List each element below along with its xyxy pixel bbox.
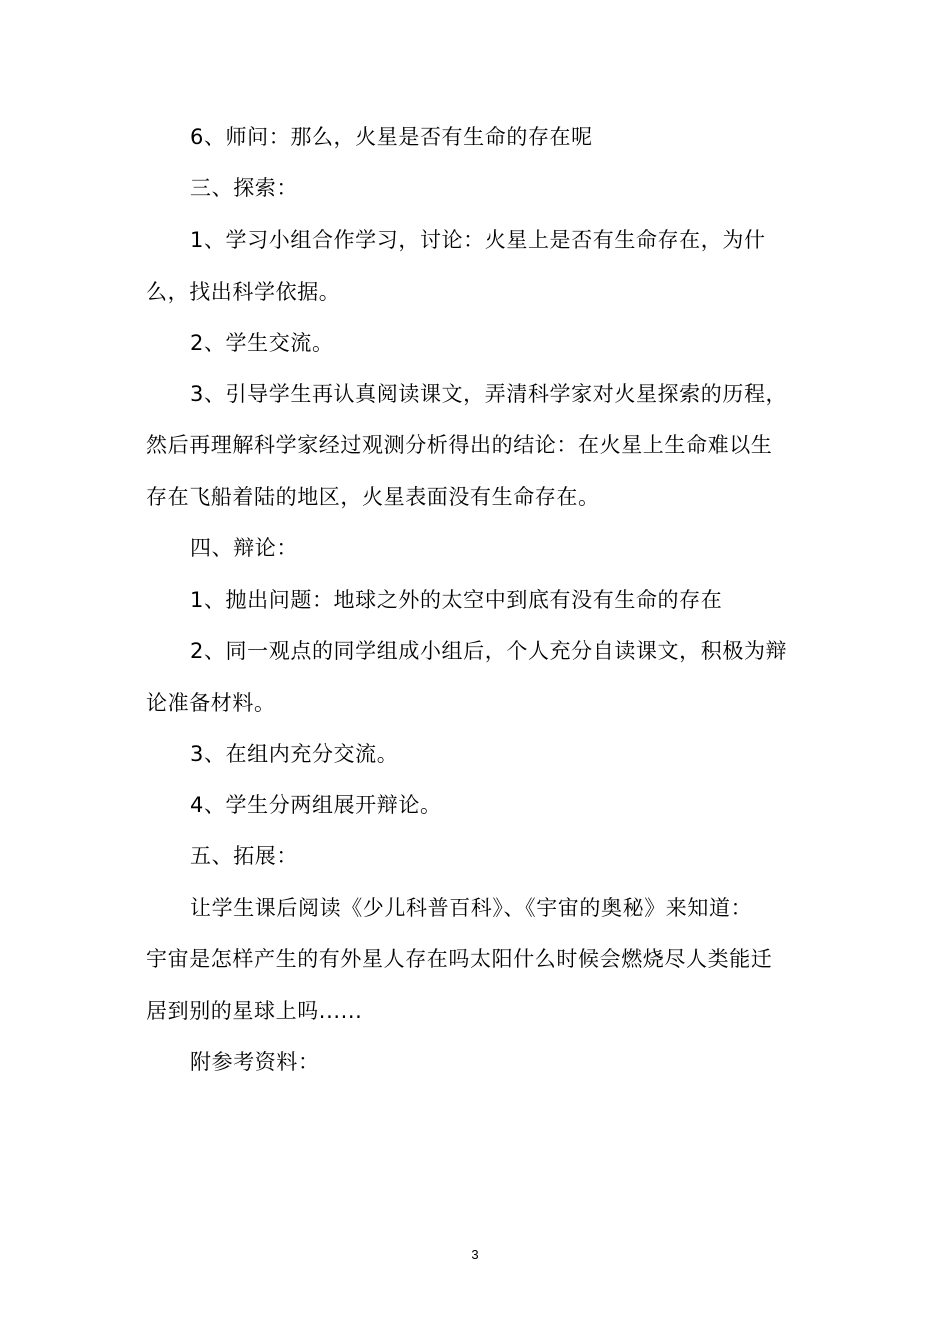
text-line: 3、在组内充分交流。: [190, 742, 399, 766]
text-line: 1、抛出问题：地球之外的太空中到底有没有生命的存在: [190, 588, 723, 612]
text-line: 居到别的星球上吗......: [146, 999, 363, 1023]
section-heading: 五、拓展：: [190, 844, 298, 868]
text-line: 么，找出科学依据。: [146, 280, 341, 304]
text-line: 然后再理解科学家经过观测分析得出的结论：在火星上生命难以生: [146, 433, 773, 457]
text-line: 4、学生分两组展开辩论。: [190, 793, 442, 817]
text-line: 让学生课后阅读《少儿科普百科》、《宇宙的奥秘》来知道：: [190, 896, 753, 920]
text-line: 存在飞船着陆的地区，火星表面没有生命存在。: [146, 485, 600, 509]
text-line: 1、学习小组合作学习，讨论：火星上是否有生命存在，为什: [190, 228, 766, 252]
text-line: 2、同一观点的同学组成小组后，个人充分自读课文，积极为辩: [190, 639, 788, 663]
text-line: 3、引导学生再认真阅读课文，弄清科学家对火星探索的历程，: [190, 382, 788, 406]
text-line: 宇宙是怎样产生的有外星人存在吗太阳什么时候会燃烧尽人类能迁: [146, 947, 773, 971]
section-heading: 四、辩论：: [190, 536, 298, 560]
text-line: 论准备材料。: [146, 691, 276, 715]
text-line: 附参考资料：: [190, 1050, 320, 1074]
text-line: 2、学生交流。: [190, 331, 334, 355]
page-number: 3: [471, 1247, 479, 1262]
text-line: 6、师问：那么，火星是否有生命的存在呢: [190, 125, 593, 149]
section-heading: 三、探索：: [190, 176, 298, 200]
